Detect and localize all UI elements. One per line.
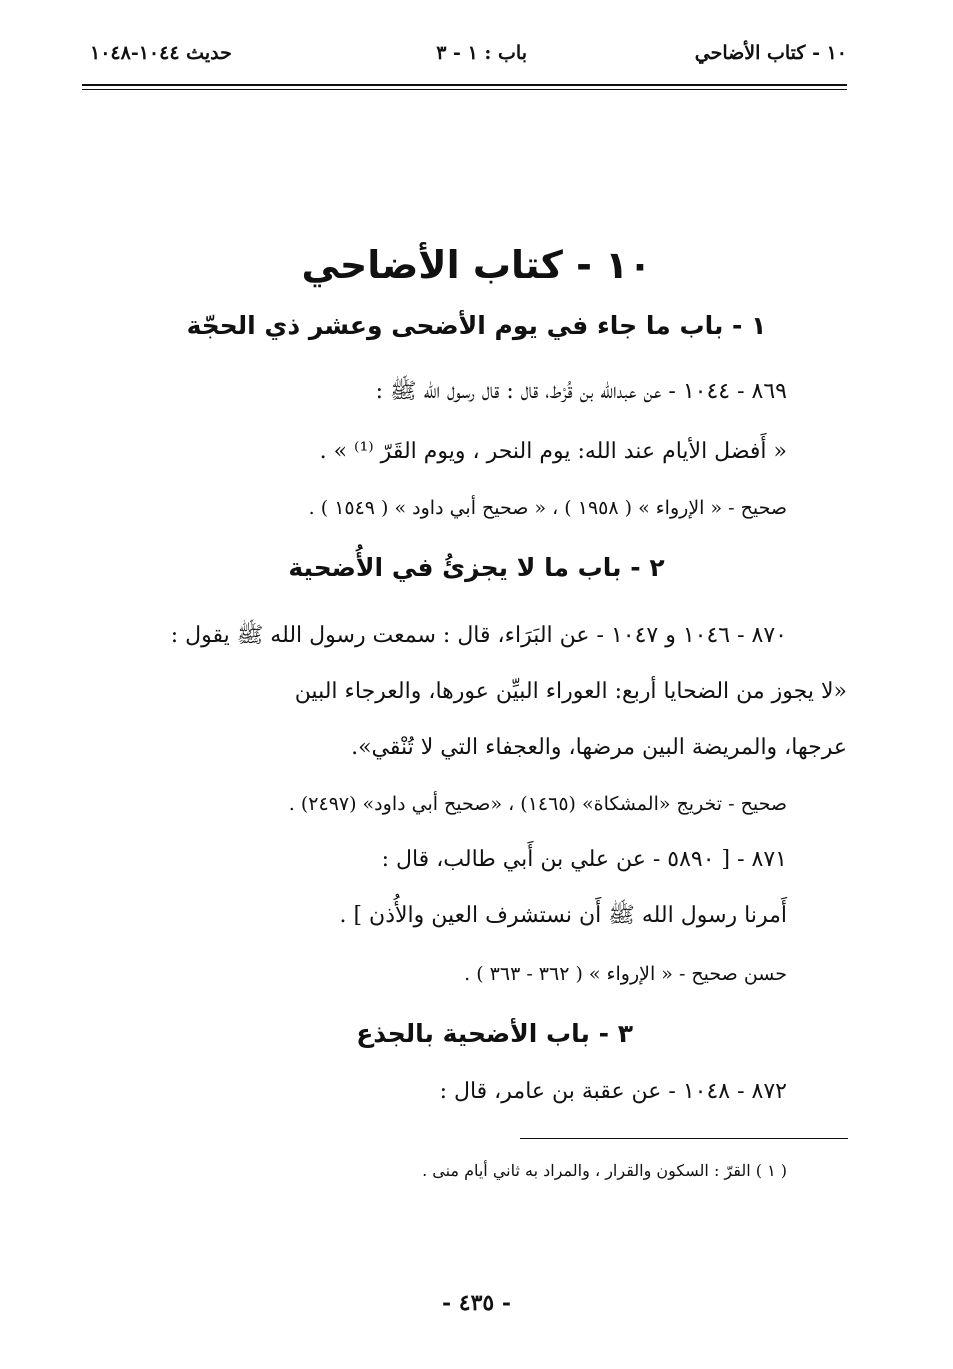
book-title: ١٠ - كتاب الأضاحي [301,243,652,287]
page-number: - ٤٣٥ - [441,1290,512,1316]
hadith-871-grading: حسن صحيح - « الإرواء » ( ٣٦٢ - ٣٦٣ ) . [464,963,787,985]
hadith-870-matn-1: «لا يجوز من الضحايا أربع: العوراء البيِّن عورها، والعرجاء البين [294,679,847,704]
hadith-872-isnad: ٨٧٢ - ١٠٤٨ - عن عقبة بن عامر، قال : [439,1079,787,1104]
hadith-870-grading: صحيح - تخريج «المشكاة» (١٤٦٥) ، «صحيح أبي داود» (٢٤٩٧) . [288,793,787,815]
chapter-2-title: ٢ - باب ما لا يجزئُ في الأُضحية [288,553,665,582]
chapter-1-title: ١ - باب ما جاء في يوم الأضحى وعشر ذي الحجّة [186,311,767,340]
header-book-title: ١٠ - كتاب الأضاحي [694,42,847,64]
header-chapter-range: باب : ١ - ٣ [436,42,527,64]
hadith-869-isnad: ٨٦٩ - ١٠٤٤ - عن عبدالله بن قُرْط، قال : قال رسول الله ﷺ : [375,379,787,404]
header-rule-thick [82,84,847,86]
chapter-3-title: ٣ - باب الأضحية بالجذع [356,1019,633,1048]
hadith-870-isnad: ٨٧٠ - ١٠٤٦ و ١٠٤٧ - عن البَرَاء، قال : سمعت رسول الله ﷺ يقول : [170,623,787,648]
hadith-871-isnad: ٨٧١ - [ ٥٨٩٠ - عن علي بن أَبي طالب، قال : [381,847,787,872]
running-header [82,38,847,68]
hadith-869-matn: « أَفضل الأيام عند الله: يوم النحر ، ويوم القَرّ ⁽¹⁾ » . [319,439,787,464]
footnote-1: ( ١ ) القرّ : السكون والقرار ، والمراد به ثاني أيام منى . [422,1161,787,1180]
header-hadith-range: حديث ١٠٤٤-١٠٤٨ [90,42,232,64]
header-rule-thin [82,89,847,90]
footnote-separator [520,1138,848,1139]
hadith-869-grading: صحيح - « الإرواء » ( ١٩٥٨ ) ، « صحيح أبي داود » ( ١٥٤٩ ) . [308,497,787,519]
hadith-871-matn: أَمرنا رسول الله ﷺ أَن نستشرف العين والأُذن ] . [339,903,787,928]
hadith-870-matn-2: عرجها، والمريضة البين مرضها، والعجفاء التي لا تُنْقي». [351,735,847,760]
